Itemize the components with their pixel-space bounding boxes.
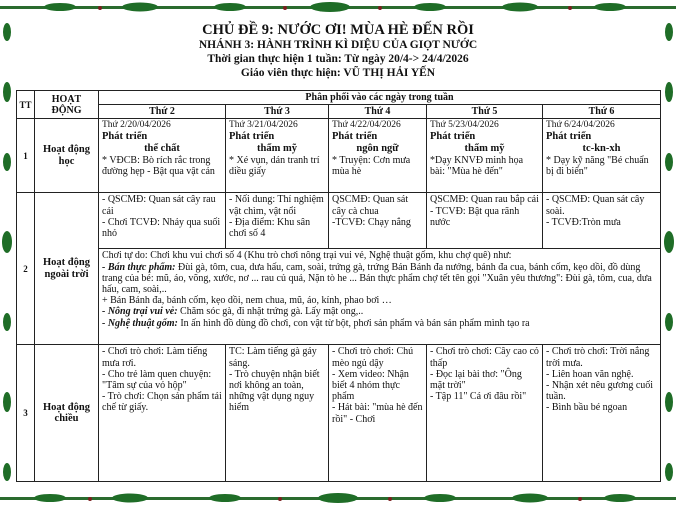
outdoor-cell bbox=[226, 193, 329, 249]
lesson-domain-sub: thẩm mỹ bbox=[257, 142, 297, 154]
food-stall-line bbox=[102, 262, 657, 296]
free-play-intro: Chơi tự do: Chơi khu vui chơi số 4 (Khu trò chơi nông trại vui vẻ, Nghệ thuật gốm, khu chợ quê) như: bbox=[102, 250, 512, 262]
lesson-domain: Phát triển bbox=[102, 131, 148, 142]
outdoor-line: QSCMĐ: Quan sát cây cà chua bbox=[332, 194, 409, 217]
lesson-domain-sub: thẩm mỹ bbox=[464, 142, 505, 154]
lesson-domain: Phát triển bbox=[229, 131, 275, 142]
afternoon-cell: TC: Làm tiếng gà gáy sáng. - Trò chuyện nhận biết nơi không an toàn, những vật dụng nguy hiểm bbox=[226, 345, 329, 482]
cake-stall-line: + Bán Bánh đa, bánh cốm, kẹo dồi, nem chua, mũ, áo, kính, phao bơi … bbox=[102, 295, 392, 307]
table-row bbox=[17, 249, 661, 345]
branch-title: NHÁNH 3: HÀNH TRÌNH KÌ DIỆU CỦA GIỌT NƯỚC bbox=[198, 39, 478, 52]
day-header: Thứ 4 bbox=[329, 105, 427, 119]
lesson-content: *Dạy KNVĐ minh họa bài: "Mùa hè đến" bbox=[430, 154, 524, 177]
day-header: Thứ 2 bbox=[99, 105, 226, 119]
col-activity-header: HOẠT ĐỘNG bbox=[35, 91, 99, 119]
row-number: 1 bbox=[17, 119, 35, 193]
lesson-domain: Phát triển bbox=[332, 131, 378, 142]
lesson-date: Thứ 6/24/04/2026 bbox=[546, 120, 615, 131]
day-header: Thứ 6 bbox=[543, 105, 661, 119]
lesson-content: * VĐCB: Bò rích rắc trong đường hẹp - Bật qua vật cản bbox=[102, 154, 215, 177]
lesson-content: * Dạy kỹ năng "Bé chuẩn bị đi biển" bbox=[546, 154, 649, 177]
pottery-label: - Nghệ thuật gốm: bbox=[102, 317, 178, 329]
outdoor-line: - QSCMĐ: Quan sát cây soài. bbox=[546, 194, 645, 217]
time-line: Thời gian thực hiện 1 tuần: Từ ngày 20/4-> 24/4/2026 bbox=[207, 53, 469, 66]
activity-label: Hoạt động chiều bbox=[35, 345, 99, 482]
day-header-row bbox=[17, 105, 661, 119]
right-decorative-border bbox=[662, 12, 676, 492]
free-play-cell bbox=[99, 249, 661, 345]
lesson-cell bbox=[427, 119, 543, 193]
lesson-domain: Phát triển bbox=[430, 131, 476, 142]
outdoor-line: -TCVĐ: Chạy nắng bbox=[332, 216, 411, 228]
col-stt-header: TT bbox=[17, 91, 35, 119]
lesson-domain-sub: tc-kn-xh bbox=[582, 142, 621, 154]
activity-label: Hoạt động học bbox=[35, 119, 99, 193]
lesson-date: Thứ 3/21/04/2026 bbox=[229, 120, 298, 131]
pottery-text: In ấn hình đồ dùng đồ chơi, con vật từ bột, phơi sản phẩm và bán sản phẩm mình tạo ra bbox=[177, 317, 530, 329]
lesson-date: Thứ 5/23/04/2026 bbox=[430, 120, 499, 131]
outdoor-cell bbox=[427, 193, 543, 249]
table-header-row bbox=[17, 91, 661, 105]
outdoor-line: - TCVĐ: Bật qua rãnh nước bbox=[430, 205, 520, 228]
farm-line bbox=[102, 306, 657, 317]
table-row bbox=[17, 345, 661, 482]
outdoor-line: - Chơi TCVĐ: Nhảy qua suối nhỏ bbox=[102, 216, 221, 239]
document-header bbox=[0, 22, 676, 81]
document-title: CHỦ ĐỀ 9: NƯỚC ƠI! MÙA HÈ ĐẾN RỒI bbox=[202, 22, 474, 38]
farm-text: Chăm sóc gà, đi nhặt trứng gà. Lấy mật ong,.. bbox=[177, 306, 364, 318]
outdoor-cell bbox=[99, 193, 226, 249]
afternoon-cell: - Chơi trò chơi: Trời nắng trời mưa. - Liên hoan văn nghệ. - Nhận xét nêu gương cuối tuần. - Bình bầu bé ngoan bbox=[543, 345, 661, 482]
food-stall-label: - Bán thực phẩm: bbox=[102, 261, 176, 273]
outdoor-line: - TCVĐ:Tròn mưa bbox=[546, 216, 621, 228]
lesson-content: * Xé vụn, dán tranh trí diều giấy bbox=[229, 154, 320, 177]
afternoon-cell: - Chơi trò chơi: Chú mèo ngủ dậy - Xem video: Nhận biết 4 nhóm thực phẩm - Hát bài: "mùa hè đến rồi" - Chơi bbox=[329, 345, 427, 482]
activity-label: Hoạt động ngoài trời bbox=[35, 193, 99, 345]
outdoor-line: QSCMĐ: Quan rau bắp cải bbox=[430, 194, 539, 206]
lesson-date: Thứ 4/22/04/2026 bbox=[332, 120, 401, 131]
lesson-domain: Phát triển bbox=[546, 131, 592, 142]
table-row bbox=[17, 193, 661, 249]
food-stall-text: Đùi gà, tôm, cua, dưa hấu, cam, soài, trứng gà, trứng Bán Bánh đa nướng, bánh đa cua, bánh cốm, kẹo dồi, đồ dùng trang của bé: mũ, áo, võng, xước, nơ ... rau củ quả, Nặn tò he ... Bán thực phẩm chợ tết tên gọi "Xuân yêu thương": Đùi gà, tôm, cua, dưa hấu, cam, soài,.. bbox=[102, 261, 652, 295]
lesson-date: Thứ 2/20/04/2026 bbox=[102, 120, 171, 131]
lesson-cell bbox=[99, 119, 226, 193]
col-distribution-header: Phân phối vào các ngày trong tuần bbox=[99, 91, 661, 105]
left-decorative-border bbox=[0, 12, 14, 492]
outdoor-line: - Nối dung: Thí nghiệm vật chìm, vật nổi bbox=[229, 194, 324, 217]
afternoon-cell: - Chơi trò chơi: Làm tiếng mưa rơi. - Cho trẻ làm quen chuyện: "Tâm sự của vỏ hộp" - Trò chơi: Chọn sản phẩm tái chế từ giấy. bbox=[99, 345, 226, 482]
lesson-cell bbox=[543, 119, 661, 193]
outdoor-cell bbox=[543, 193, 661, 249]
afternoon-cell: - Chơi trò chơi: Cây cao cỏ thấp - Đọc lại bài thơ: "Ông mặt trời" - Tập 11" Cá ơi đâu rồi" bbox=[427, 345, 543, 482]
teacher-line: Giáo viên thực hiện: VŨ THỊ HẢI YẾN bbox=[240, 66, 436, 79]
pottery-line bbox=[102, 318, 657, 329]
top-decorative-border bbox=[0, 0, 676, 16]
lesson-cell bbox=[329, 119, 427, 193]
farm-label: - Nông trại vui vẻ: bbox=[102, 306, 178, 318]
lesson-cell bbox=[226, 119, 329, 193]
outdoor-cell bbox=[329, 193, 427, 249]
lesson-content: * Truyện: Cơn mưa mùa hè bbox=[332, 154, 411, 177]
bottom-decorative-border bbox=[0, 490, 676, 506]
lesson-domain-sub: ngôn ngữ bbox=[356, 142, 399, 154]
outdoor-line: - QSCMĐ: Quan sát cây rau cải bbox=[102, 194, 216, 217]
lesson-domain-sub: thể chất bbox=[144, 142, 180, 154]
day-header: Thứ 3 bbox=[226, 105, 329, 119]
table-row bbox=[17, 119, 661, 193]
day-header: Thứ 5 bbox=[427, 105, 543, 119]
row-number: 2 bbox=[17, 193, 35, 345]
row-number: 3 bbox=[17, 345, 35, 482]
outdoor-line: - Địa điểm: Khu sân chơi số 4 bbox=[229, 216, 311, 239]
weekly-plan-table bbox=[16, 90, 661, 482]
